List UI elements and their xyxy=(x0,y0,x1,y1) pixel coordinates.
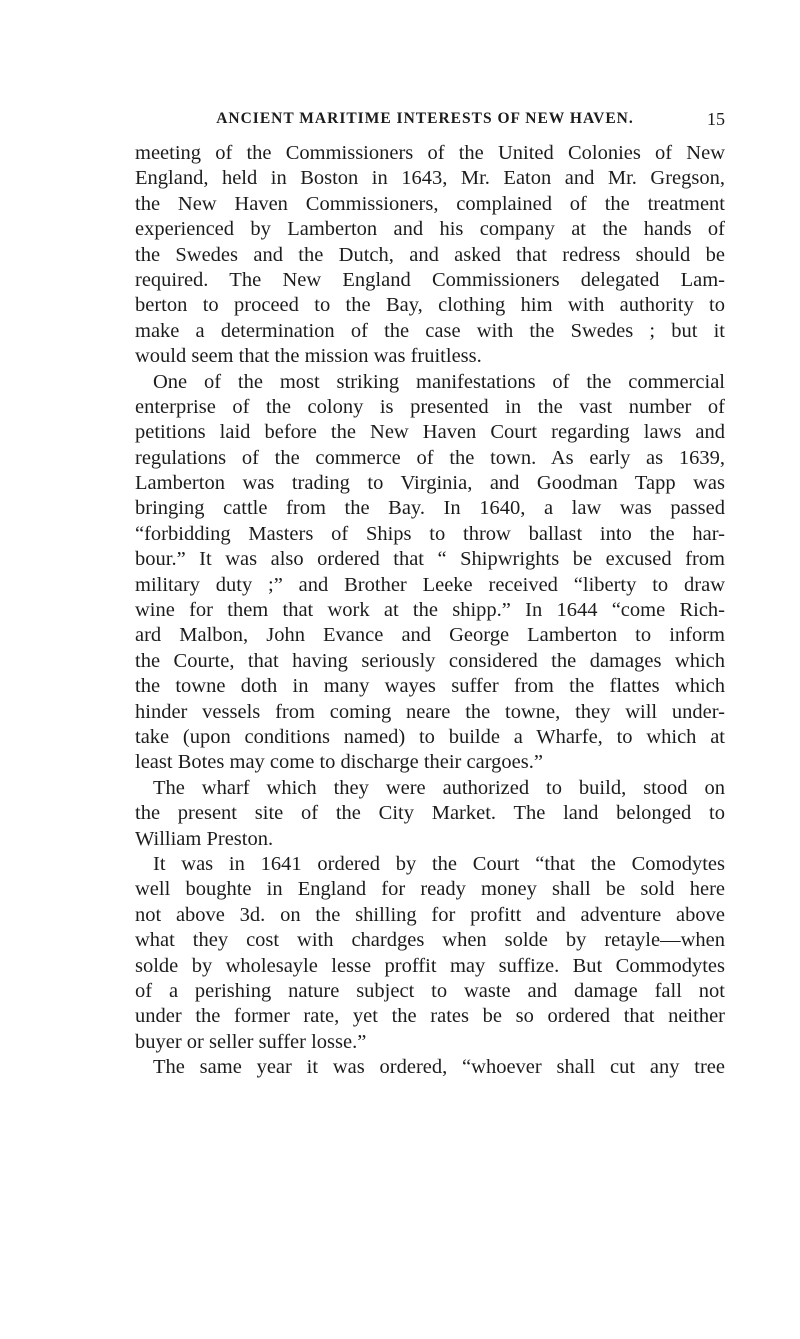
text-line: well boughte in England for ready money shall be sold here xyxy=(135,878,725,901)
running-title: ANCIENT MARITIME INTERESTS OF NEW HAVEN. xyxy=(216,110,634,127)
text-line: would seem that the mission was fruitless. xyxy=(135,345,482,368)
text-line: make a determination of the case with the Swedes ; but it xyxy=(135,319,725,342)
text-line: what they cost with chardges when solde by retayle—when xyxy=(135,929,725,952)
text-line: solde by wholesayle lesse proffit may suffize. But Commodytes xyxy=(135,954,725,977)
text-line: bringing cattle from the Bay. In 1640, a law was passed xyxy=(135,497,725,520)
text-line: required. The New England Commissioners delegated Lam- xyxy=(135,268,725,291)
text-line: of a perishing nature subject to waste and damage fall not xyxy=(135,979,725,1002)
text-line: least Botes may come to discharge their cargoes.” xyxy=(135,751,543,774)
text-line: wine for them that work at the shipp.” In 1644 “come Rich- xyxy=(135,599,725,622)
text-line: petitions laid before the New Haven Court regarding laws and xyxy=(135,421,725,444)
text-line: bour.” It was also ordered that “ Shipwrights be excused from xyxy=(135,548,725,571)
text-line: take (upon conditions named) to builde a Wharfe, to which at xyxy=(135,725,725,748)
text-line: experienced by Lamberton and his company at the hands of xyxy=(135,218,725,241)
text-line: under the former rate, yet the rates be so ordered that neither xyxy=(135,1005,725,1028)
text-line: meeting of the Commissioners of the United Colonies of New xyxy=(135,142,725,164)
text-body xyxy=(135,141,725,1080)
text-line: the present site of the City Market. The land belonged to xyxy=(135,802,725,825)
text-line: not above 3d. on the shilling for profitt and adventure above xyxy=(135,903,725,926)
paragraph-first-line: It was in 1641 ordered by the Court “that the Comodytes xyxy=(153,852,725,875)
paragraph-first-line: The wharf which they were authorized to build, stood on xyxy=(153,776,725,799)
text-line: regulations of the commerce of the town. As early as 1639, xyxy=(135,446,725,469)
text-line: the Courte, that having seriously considered the damages which xyxy=(135,649,725,672)
text-line: William Preston. xyxy=(135,827,274,850)
text-line: berton to proceed to the Bay, clothing him with authority to xyxy=(135,294,725,317)
text-line: the New Haven Commissioners, complained of the treatment xyxy=(135,192,725,215)
paragraph-first-line: One of the most striking manifestations of the commercial xyxy=(153,370,725,393)
page-header xyxy=(149,110,725,132)
text-line: “forbidding Masters of Ships to throw ballast into the har- xyxy=(135,522,725,545)
text-line: buyer or seller suffer losse.” xyxy=(135,1030,367,1053)
text-line: military duty ;” and Brother Leeke received “liberty to draw xyxy=(135,573,725,596)
text-line: ard Malbon, John Evance and George Lamberton to inform xyxy=(135,624,725,647)
text-line: England, held in Boston in 1643, Mr. Eaton and Mr. Gregson, xyxy=(135,167,725,190)
page-number: 15 xyxy=(707,109,725,129)
text-line: hinder vessels from coming neare the towne, they will under- xyxy=(135,700,725,723)
text-line: enterprise of the colony is presented in the vast number of xyxy=(135,395,725,418)
text-line: the Swedes and the Dutch, and asked that redress should be xyxy=(135,243,725,266)
paragraph-first-line: The same year it was ordered, “whoever shall cut any tree xyxy=(153,1056,725,1079)
text-line: Lamberton was trading to Virginia, and Goodman Tapp was xyxy=(135,472,725,495)
text-line: the towne doth in many wayes suffer from the flattes which xyxy=(135,675,725,698)
